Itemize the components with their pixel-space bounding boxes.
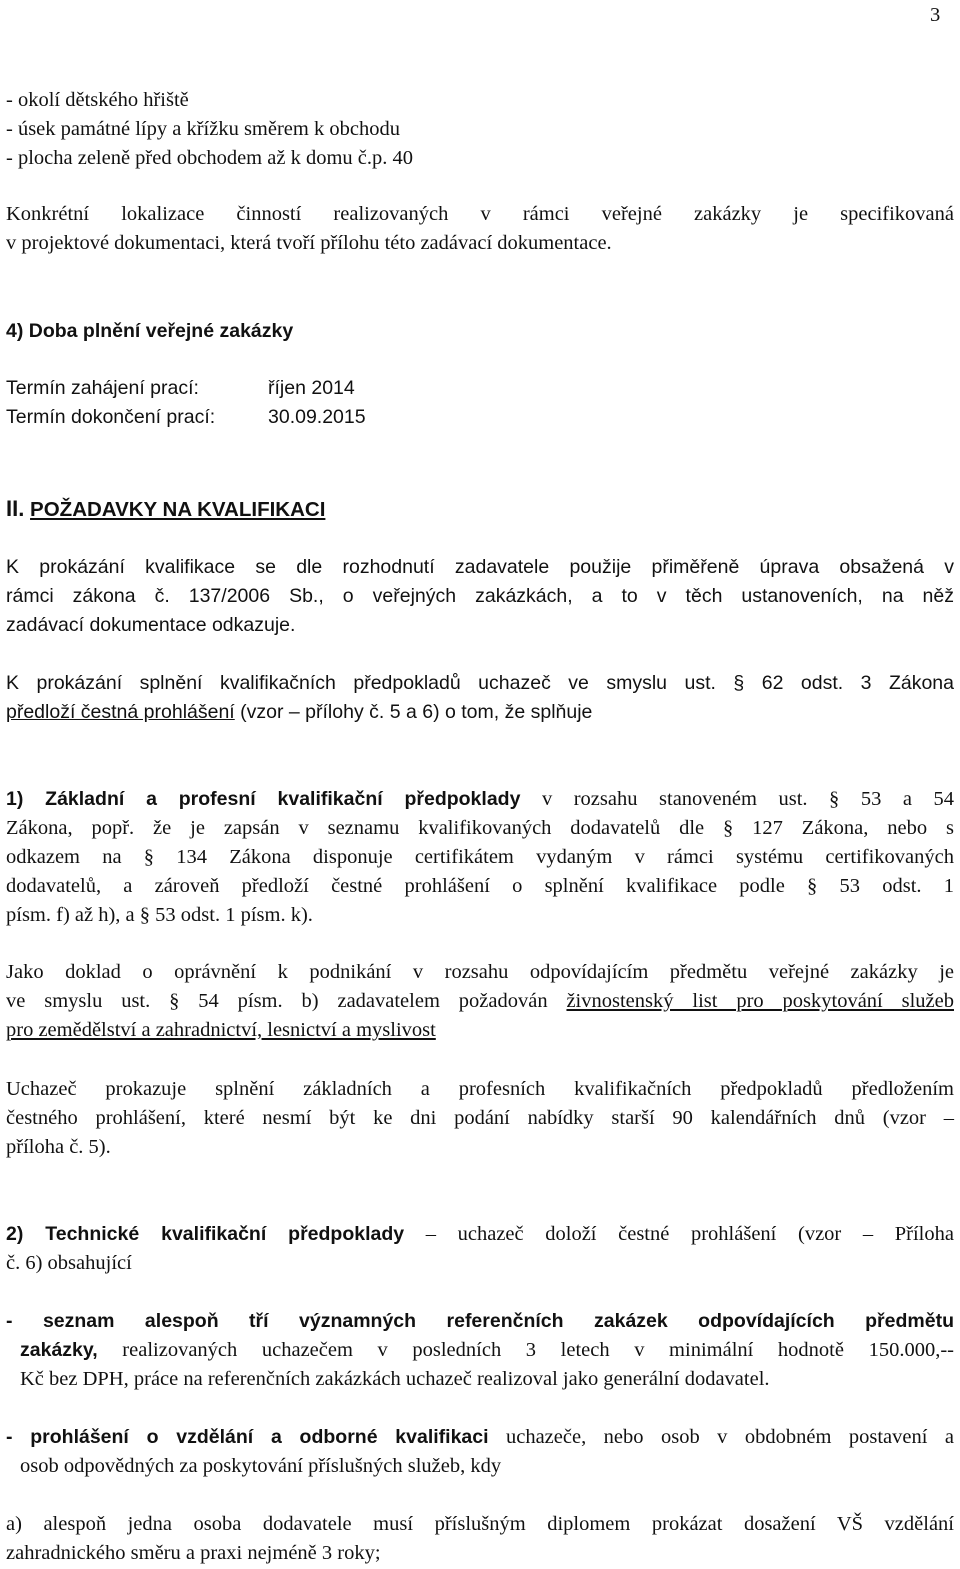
end-value: 30.09.2015 <box>268 406 366 428</box>
paragraph-line: zahradnického směru a praxi nejméně 3 roky; <box>6 1542 381 1564</box>
paragraph-line <box>6 698 954 727</box>
paragraph-text: (vzor – přílohy č. 5 a 6) o tom, že splňuje <box>234 701 593 723</box>
paragraph-text: realizovaných uchazečem v posledních 3 letech v minimální hodnotě 150.000,-- <box>97 1339 954 1361</box>
paragraph-line: zadávací dokumentace odkazuje. <box>6 614 296 636</box>
paragraph-line: Jako doklad o oprávnění k podnikání v rozsahu odpovídajícím předmětu veřejné zakázky je <box>6 961 954 983</box>
paragraph-line: příloha č. 5). <box>6 1136 111 1158</box>
item-heading: zakázky, <box>20 1339 98 1361</box>
list-item: - úsek památné lípy a křížku směrem k obchodu <box>6 118 400 140</box>
paragraph-text: – uchazeč doloží čestné prohlášení (vzor – Příloha <box>404 1223 954 1245</box>
paragraph-line: K prokázání splnění kvalifikačních předpokladů uchazeč ve smyslu ust. § 62 odst. 3 Zákona <box>6 672 954 694</box>
license-requirement: pro zemědělství a zahradnictví, lesnictví a myslivost <box>6 1019 436 1041</box>
paragraph-line <box>6 987 954 1016</box>
paragraph-line <box>6 1220 954 1249</box>
paragraph-line: Konkrétní lokalizace činností realizovaných v rámci veřejné zakázky je specifikovaná <box>6 203 954 225</box>
paragraph-text: v rozsahu stanoveném ust. § 53 a 54 <box>520 788 954 810</box>
paragraph-line <box>6 1016 954 1045</box>
section-title: POŽADAVKY NA KVALIFIKACI <box>30 498 326 521</box>
item-heading: - prohlášení o vzdělání a odborné kvalifikaci <box>6 1426 489 1448</box>
paragraph-line: odkazem na § 134 Zákona disponuje certifikátem vydaným v rámci systému certifikovaných <box>6 846 954 868</box>
qualification-paragraph <box>6 553 954 640</box>
locations-list <box>6 86 954 173</box>
paragraph-line <box>6 1336 954 1365</box>
start-label: Termín zahájení prací: <box>6 377 199 399</box>
list-item: - okolí dětského hřiště <box>6 89 189 111</box>
diploma-item <box>6 1510 954 1568</box>
schedule <box>6 374 954 432</box>
section-heading-qualification <box>6 494 954 524</box>
end-row <box>6 403 954 432</box>
license-paragraph <box>6 958 954 1045</box>
section-heading-duration: 4) Doba plnění veřejné zakázky <box>6 320 294 342</box>
paragraph-line: osob odpovědných za poskytování příslušných služeb, kdy <box>20 1455 502 1477</box>
start-value: říjen 2014 <box>268 377 355 399</box>
paragraph-line: Uchazeč prokazuje splnění základních a profesních kvalifikačních předpokladů předložením <box>6 1078 954 1100</box>
paragraph-line <box>6 1423 954 1452</box>
paragraph-line: Zákona, popř. že je zapsán v seznamu kvalifikovaných dodavatelů dle § 127 Zákona, nebo s <box>6 817 954 839</box>
paragraph-line: - seznam alespoň tří významných referenčních zakázek odpovídajících předmětu <box>6 1310 954 1332</box>
proof-paragraph <box>6 1075 954 1162</box>
technical-qualification-paragraph <box>6 1220 954 1278</box>
page-number: 3 <box>930 4 941 26</box>
paragraph-line: rámci zákona č. 137/2006 Sb., o veřejných zakázkách, a to v těch ustanoveních, na něž <box>6 585 954 607</box>
basic-qualification-paragraph <box>6 785 954 930</box>
paragraph-line: v projektové dokumentaci, která tvoří přílohu této zadávací dokumentace. <box>6 232 612 254</box>
paragraph-text: ve smyslu ust. § 54 písm. b) zadavatelem požadován <box>6 990 567 1012</box>
references-item <box>6 1307 954 1394</box>
paragraph-line: dodavatelů, a zároveň předloží čestné prohlášení o splnění kvalifikace podle § 53 odst. 1 <box>6 875 954 897</box>
localization-paragraph <box>6 200 954 258</box>
section-number: II. <box>6 496 25 521</box>
paragraph-line: K prokázání kvalifikace se dle rozhodnutí zadavatele použije přiměřeně úprava obsažená v <box>6 556 954 578</box>
education-item <box>6 1423 954 1481</box>
paragraph-line: a) alespoň jedna osoba dodavatele musí příslušným diplomem prokázat dosažení VŠ vzdělání <box>6 1513 954 1535</box>
paragraph-line <box>6 785 954 814</box>
paragraph-text: uchazeče, nebo osob v obdobném postavení a <box>488 1426 954 1448</box>
declaration-link-text: předloží čestná prohlášení <box>6 701 235 723</box>
paragraph-line: čestného prohlášení, které nesmí být ke dni podání nabídky starší 90 kalendářních dnů (vzor – <box>6 1107 954 1129</box>
item-heading: 1) Základní a profesní kvalifikační předpoklady <box>6 788 521 810</box>
paragraph-line: Kč bez DPH, práce na referenčních zakázkách uchazeč realizoval jako generální dodavatel. <box>20 1368 770 1390</box>
license-requirement: živnostenský list pro poskytování služeb <box>566 990 954 1012</box>
start-row <box>6 374 954 403</box>
paragraph-line: č. 6) obsahující <box>6 1252 132 1274</box>
declaration-paragraph <box>6 669 954 727</box>
paragraph-line: písm. f) až h), a § 53 odst. 1 písm. k). <box>6 904 313 926</box>
end-label: Termín dokončení prací: <box>6 406 216 428</box>
list-item: - plocha zeleně před obchodem až k domu č.p. 40 <box>6 147 413 169</box>
item-heading: 2) Technické kvalifikační předpoklady <box>6 1223 405 1245</box>
